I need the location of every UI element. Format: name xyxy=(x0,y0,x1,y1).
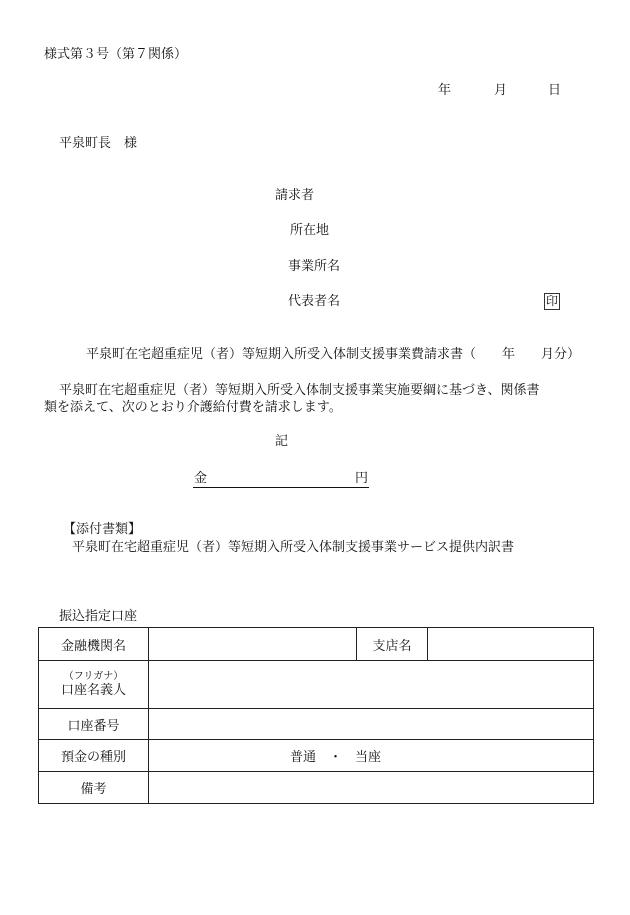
requester-address-label: 所在地 xyxy=(290,223,330,238)
branch-label: 支店名 xyxy=(357,628,428,661)
amount-line xyxy=(193,471,369,488)
ki-marker: 記 xyxy=(275,434,289,449)
attachments-heading: 【添付書類】 xyxy=(63,522,142,537)
body-text-line1: 平泉町在宅超重症児（者）等短期入所受入体制支援事業実施要綱に基づき、関係書 xyxy=(59,383,540,398)
table-row xyxy=(39,740,594,772)
requester-heading: 請求者 xyxy=(275,188,315,203)
date-year-label: 年 xyxy=(438,83,452,98)
addressee: 平泉町長 様 xyxy=(59,136,138,151)
account-number-value-cell[interactable] xyxy=(149,709,594,740)
institution-value-cell[interactable] xyxy=(149,628,357,661)
branch-value-cell[interactable] xyxy=(428,628,594,661)
remarks-label: 備考 xyxy=(39,772,149,804)
institution-label: 金融機関名 xyxy=(39,628,149,661)
table-row xyxy=(39,709,594,740)
requester-representative-label: 代表者名 xyxy=(288,294,341,309)
table-row xyxy=(39,661,594,709)
date-line xyxy=(438,83,598,99)
body-text-line2: 類を添えて、次のとおり介護給付費を請求します。 xyxy=(44,400,342,415)
account-holder-value-cell[interactable] xyxy=(149,661,594,709)
form-number: 様式第３号（第７関係） xyxy=(44,47,188,62)
table-row xyxy=(39,772,594,804)
document-title: 平泉町在宅超重症児（者）等短期入所受入体制支援事業費請求書（ 年 月分） xyxy=(86,347,581,362)
remarks-value-cell[interactable] xyxy=(149,772,594,804)
amount-prefix: 金 xyxy=(194,471,208,486)
table-row xyxy=(39,628,594,661)
account-holder-label-cell xyxy=(39,661,149,709)
deposit-type-options[interactable]: 普通 ・ 当座 xyxy=(149,740,594,772)
attachments-item: 平泉町在宅超重症児（者）等短期入所受入体制支援事業サービス提供内訳書 xyxy=(72,540,515,555)
date-month-label: 月 xyxy=(494,83,508,98)
requester-office-label: 事業所名 xyxy=(288,259,341,274)
account-holder-label: 口座名義人 xyxy=(60,682,126,698)
account-number-label: 口座番号 xyxy=(39,709,149,740)
bank-heading: 振込指定口座 xyxy=(59,609,138,624)
deposit-type-label: 預金の種別 xyxy=(39,740,149,772)
furigana-label: （フリガナ） xyxy=(63,670,124,682)
seal-stamp: 印 xyxy=(546,294,559,308)
amount-suffix: 円 xyxy=(354,471,368,486)
bank-account-table xyxy=(38,627,594,804)
date-day-label: 日 xyxy=(548,83,562,98)
